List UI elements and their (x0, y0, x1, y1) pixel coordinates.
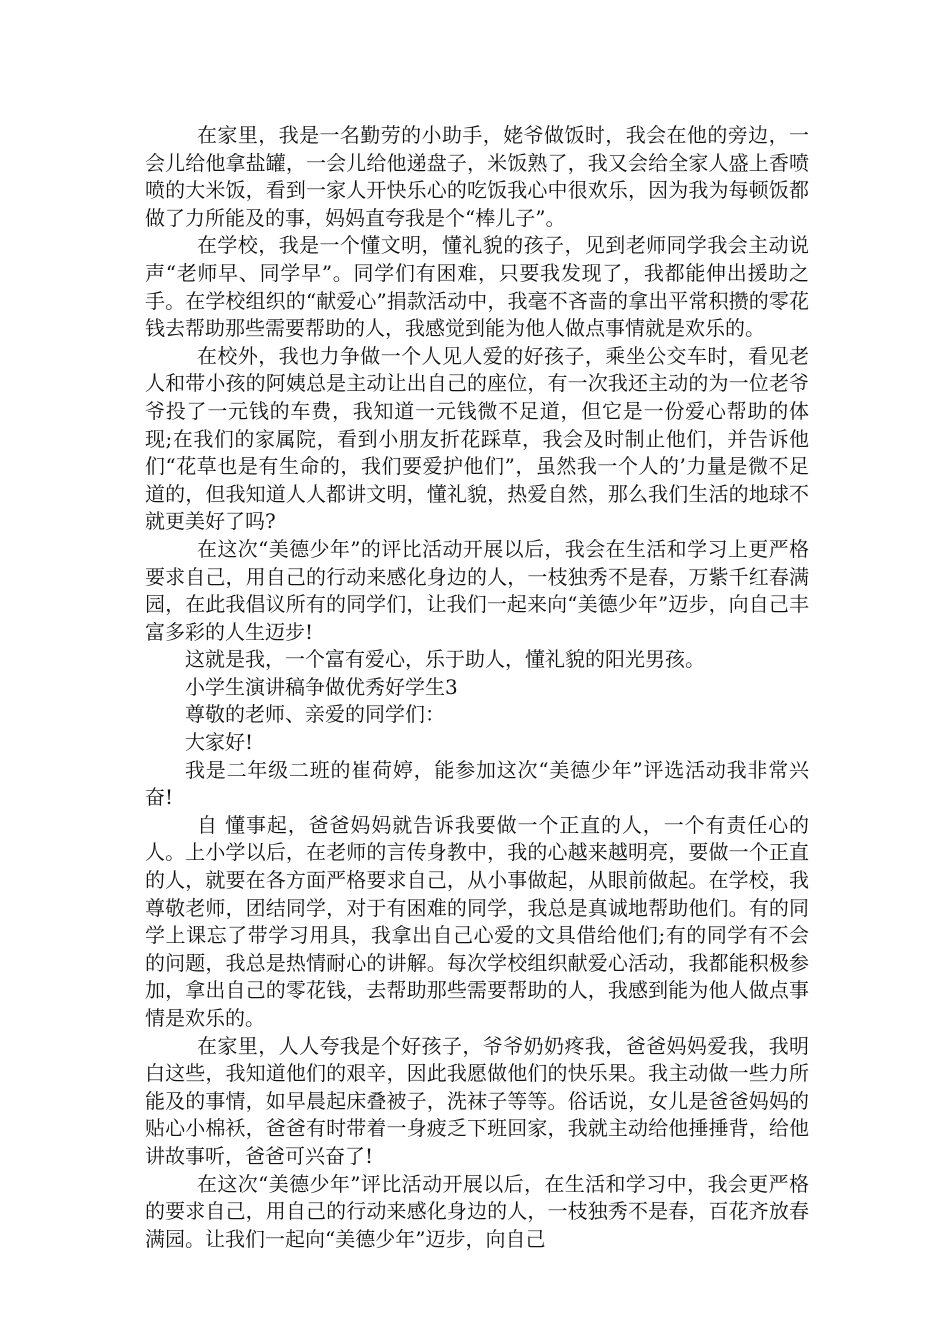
salutation: 尊敬的老师、亲爱的同学们： (185, 702, 445, 727)
paragraph-introduction: 我是二年级二班的崔荷婷，能参加这次“美德少年”评选活动我非常兴奋! (145, 757, 809, 810)
paragraph-good-child-at-home: 在家里，人人夸我是个好孩子，爷爷奶奶疼我，爸爸妈妈爱我，我明白这些，我知道他们的艰辛，因此我愿做他们的快乐果。我主动做一些力所能及的事情，如早晨起床叠被子，洗袜子等等。俗话说，女儿是爸爸妈妈的贴心小棉袄，爸爸有时带着一身疲乏下班回家，我就主动给他捶捶背，给他讲故事听，爸爸可兴奋了! (145, 1033, 809, 1168)
paragraph-home-helper: 在家里，我是一名勤劳的小助手，姥爷做饭时，我会在他的旁边，一会儿给他拿盐罐，一会儿给他递盘子，米饭熟了，我又会给全家人盛上香喷喷的大米饭，看到一家人开快乐心的吃饭我心中很欢乐，因为我为每顿饭都做了力所能及的事，妈妈直夸我是个“棒儿子”。 (145, 123, 809, 230)
paragraph-school-manners: 在学校，我是一个懂文明，懂礼貌的孩子，见到老师同学我会主动说声“老师早、同学早”。同学们有困难，只要我发现了，我都能伸出援助之手。在学校组织的“献爱心”捐款活动中，我毫不吝啬的拿出平常积攒的零花钱去帮助那些需要帮助的人，我感觉到能为他人做点事情就是欢乐的。 (145, 233, 809, 341)
paragraph-outside-school: 在校外，我也力争做一个人见人爱的好孩子，乘坐公交车时，看见老人和带小孩的阿姨总是主动让出自己的座位，有一次我还主动的为一位老爷爷投了一元钱的车费，我知道一元钱微不足道，但它是一份爱心帮助的体现;在我们的家属院，看到小朋友折花踩草，我会及时制止他们，并告诉他们“花草也是有生命的，我们要爱护他们”，虽然我一个人的’力量是微不足道的，但我知道人人都讲文明，懂礼貌，热爱自然，那么我们生活的地球不就更美好了吗? (145, 343, 809, 534)
paragraph-closing-pledge: 在这次“美德少年”评比活动开展以后，在生活和学习中，我会更严格的要求自己，用自己的行动来感化身边的人，一枝独秀不是春，百花齐放春满园。让我们一起向“美德少年”迈步，向自己 (145, 1171, 809, 1251)
speech-title: 小学生演讲稿争做优秀好学生3 (185, 674, 458, 699)
document-body (145, 122, 809, 1253)
greeting: 大家好! (185, 730, 254, 755)
paragraph-sunny-boy: 这就是我，一个富有爱心，乐于助人，懂礼貌的阳光男孩。 (185, 647, 705, 672)
paragraph-virtue-youth-pledge: 在这次“美德少年”的评比活动开展以后，我会在生活和学习上更严格要求自己，用自己的行动来感化身边的人，一枝独秀不是春，万紫千红春满园，在此我倡议所有的同学们，让我们一起来向“美德少年”迈步，向自己丰富多彩的人生迈步! (145, 536, 809, 644)
paragraph-honest-person: 自 懂事起，爸爸妈妈就告诉我要做一个正直的人，一个有责任心的人。上小学以后，在老师的言传身教中，我的心越来越明亮，要做一个正直的人，就要在各方面严格要求自己，从小事做起，从眼前做起。在学校，我尊敬老师，团结同学，对于有困难的同学，我总是真诚地帮助他们。有的同学上课忘了带学习用具，我拿出自己心爱的文具借给他们;有的同学有不会的问题，我总是热情耐心的讲解。每次学校组织献爱心活动，我都能积极参加，拿出自己的零花钱，去帮助那些需要帮助的人，我感到能为他人做点事情是欢乐的。 (145, 812, 809, 1030)
